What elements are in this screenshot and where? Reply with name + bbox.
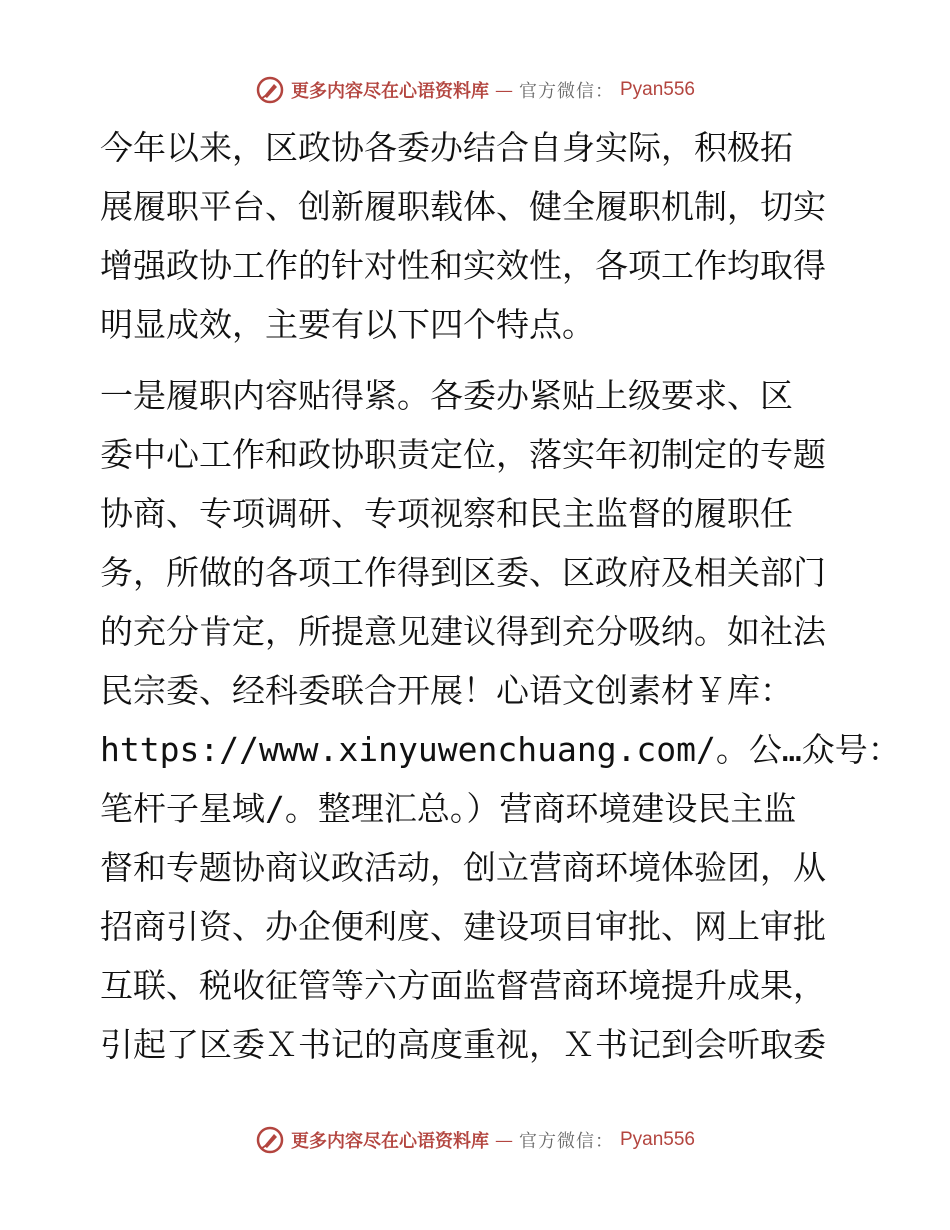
watermark-main-text: 更多内容尽在心语资料库 — [290, 81, 489, 102]
watermark-handle: Pyan556 — [619, 1129, 695, 1150]
text-line: 增强政协工作的针对性和实效性，各项工作均取得 — [100, 246, 826, 285]
watermark-label: 官方微信： — [518, 1131, 614, 1152]
text-line: 务，所做的各项工作得到区委、区政府及相关部门 — [100, 553, 826, 592]
watermark-handle: Pyan556 — [619, 79, 695, 100]
text-line: 明显成效，主要有以下四个特点。 — [100, 305, 595, 344]
paragraph-intro — [100, 118, 860, 354]
document-body — [100, 118, 901, 1086]
text-line: 协商、专项调研、专项视察和民主监督的履职任 — [100, 494, 793, 533]
text-line: 委中心工作和政协职责定位，落实年初制定的专题 — [100, 435, 826, 474]
watermark-separator: — — [494, 1129, 513, 1151]
text-line: 的充分肯定，所提意见建议得到充分吸纳。如社法 — [100, 612, 826, 651]
text-line: 招商引资、办企便利度、建设项目审批、网上审批 — [100, 907, 826, 946]
text-line-url: https://www.xinyuwenchuang.com/。公…众号： — [100, 730, 901, 769]
text-line: 互联、税收征管等六方面监督营商环境提升成果， — [100, 966, 826, 1005]
watermark-label: 官方微信： — [518, 81, 614, 102]
paragraph-point-one — [100, 366, 901, 1074]
watermark-main-text: 更多内容尽在心语资料库 — [290, 1131, 489, 1152]
text-line: 民宗委、经科委联合开展！心语文创素材￥库： — [100, 671, 793, 710]
pen-logo-icon — [255, 75, 285, 105]
text-line: 展履职平台、创新履职载体、健全履职机制，切实 — [100, 187, 826, 226]
watermark-header — [0, 70, 950, 110]
watermark-separator: — — [494, 79, 513, 101]
text-line: 督和专题协商议政活动，创立营商环境体验团，从 — [100, 848, 826, 887]
pen-logo-icon — [255, 1125, 285, 1155]
text-line: 引起了区委Ｘ书记的高度重视，Ｘ书记到会听取委 — [100, 1025, 826, 1064]
text-line: 今年以来，区政协各委办结合自身实际，积极拓 — [100, 128, 793, 167]
text-line: 笔杆子星域/。整理汇总。）营商环境建设民主监 — [100, 789, 797, 828]
watermark-footer — [0, 1120, 950, 1160]
text-line: 一是履职内容贴得紧。各委办紧贴上级要求、区 — [100, 376, 793, 415]
